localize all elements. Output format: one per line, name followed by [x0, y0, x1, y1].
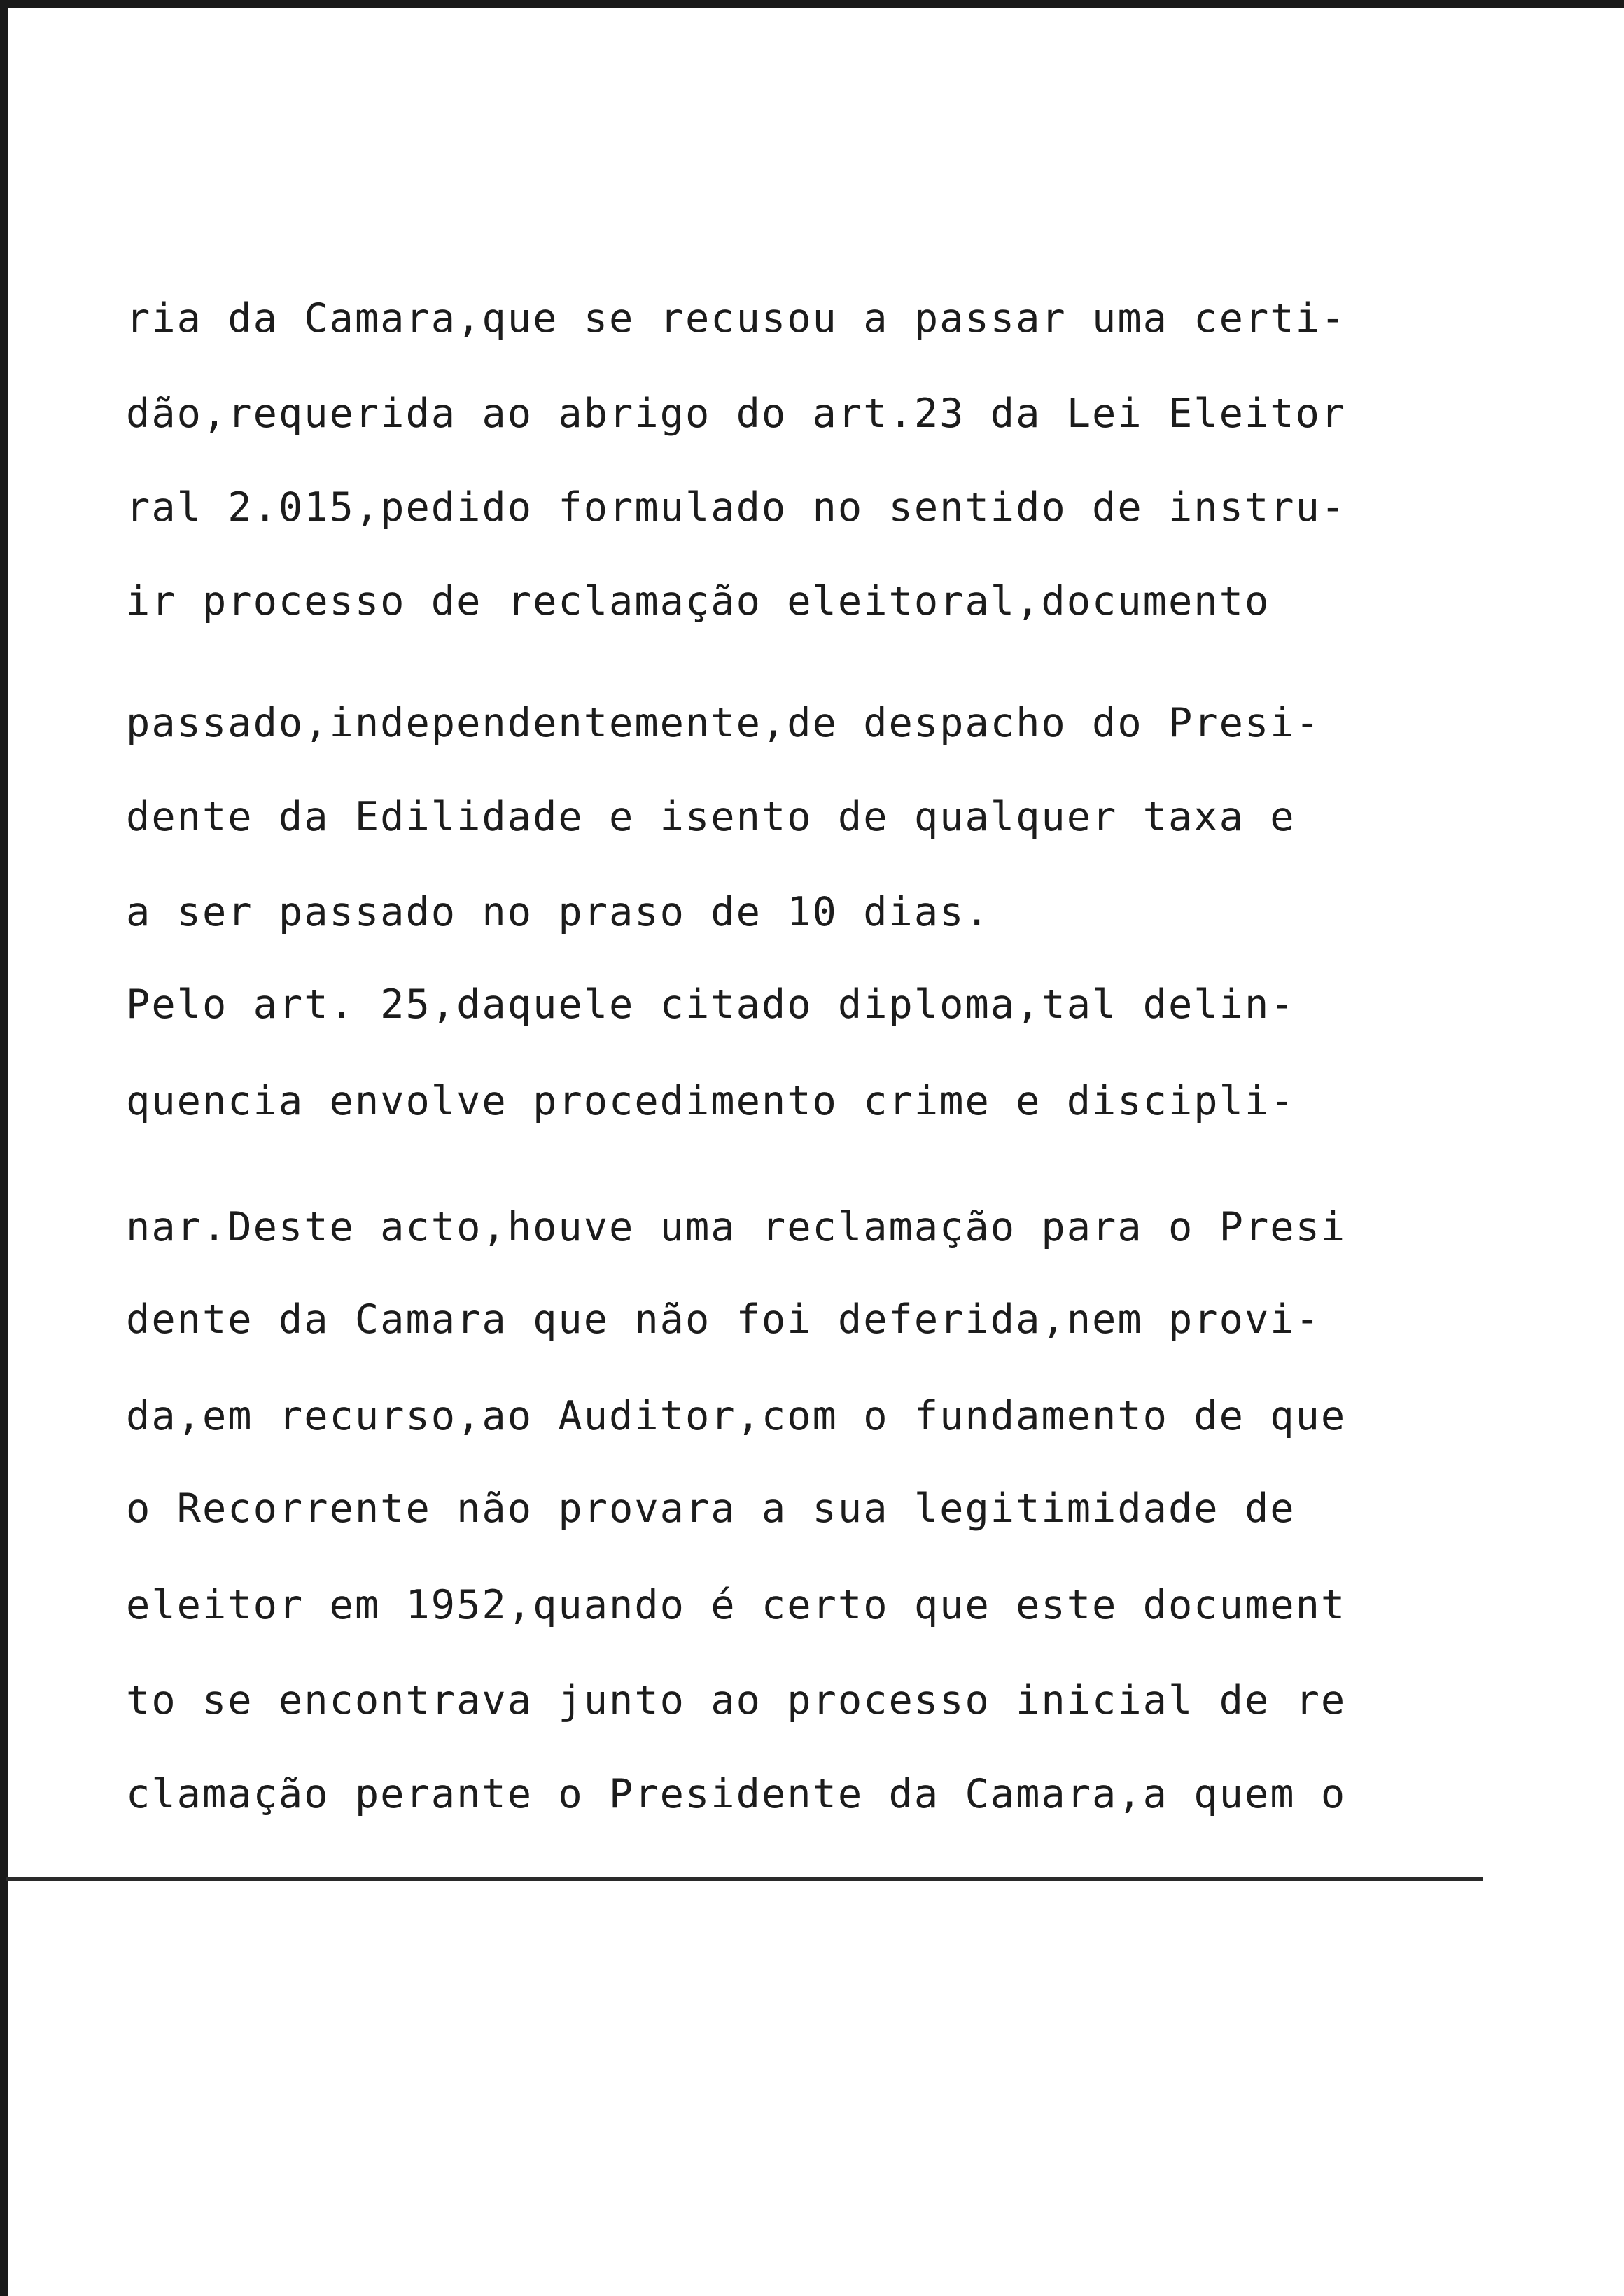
- text-line-5: passado,independentemente,de despacho do Presi-: [126, 700, 1321, 746]
- text-line-12: da,em recurso,ao Auditor,com o fundamento de que: [126, 1393, 1347, 1439]
- text-line-3: ral 2.015,pedido formulado no sentido de instru-: [126, 484, 1347, 531]
- text-line-1: ria da Camara,que se recusou a passar uma certi-: [126, 295, 1347, 342]
- page-edge-left: [0, 0, 8, 2296]
- page-edge-top: [0, 0, 1624, 8]
- text-line-11: dente da Camara que não foi deferida,nem provi-: [126, 1296, 1321, 1343]
- text-line-13: o Recorrente não provara a sua legitimidade de: [126, 1485, 1296, 1532]
- text-line-9: quencia envolve procedimento crime e discipli-: [126, 1078, 1296, 1124]
- text-line-16: clamação perante o Presidente da Camara,a quem o: [126, 1771, 1347, 1817]
- text-line-4: ir processo de reclamação eleitoral,documento: [126, 578, 1270, 624]
- text-line-2: dão,requerida ao abrigo do art.23 da Lei Eleitor: [126, 391, 1347, 437]
- page-divider-line: [6, 1877, 1483, 1881]
- text-line-8: Pelo art. 25,daquele citado diploma,tal delin-: [126, 981, 1296, 1028]
- text-line-10: nar.Deste acto,houve uma reclamação para o Presi: [126, 1204, 1347, 1250]
- text-line-15: to se encontrava junto ao processo inicial de re: [126, 1677, 1347, 1723]
- text-line-7: a ser passado no praso de 10 dias.: [126, 889, 990, 935]
- text-line-14: eleitor em 1952,quando é certo que este document: [126, 1582, 1347, 1628]
- text-line-6: dente da Edilidade e isento de qualquer taxa e: [126, 794, 1296, 840]
